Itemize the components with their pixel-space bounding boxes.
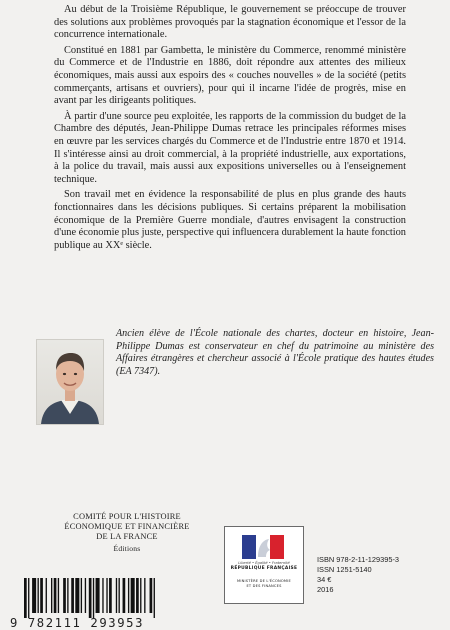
barcode-bar <box>58 578 59 613</box>
summary-text <box>54 4 406 255</box>
barcode-bar <box>38 578 39 613</box>
barcode-bar <box>131 578 135 613</box>
barcode-bar <box>123 578 126 613</box>
barcode-bar <box>154 578 155 618</box>
barcode-bar <box>89 578 92 618</box>
publisher-line-1: COMITÉ POUR L'HISTOIRE <box>73 512 181 521</box>
barcode-bar <box>32 578 36 613</box>
barcode-icon <box>24 578 196 618</box>
ministry-line-1: MINISTÈRE DE L'ÉCONOMIE <box>237 579 291 583</box>
publisher-line-3: DE LA FRANCE <box>96 532 158 541</box>
author-section <box>36 325 436 425</box>
barcode-bar <box>128 578 129 613</box>
republic-motto: Liberté • Égalité • Fraternité <box>238 561 290 565</box>
author-photo <box>36 339 104 425</box>
publisher-line-2: ÉCONOMIQUE ET FINANCIÈRE <box>64 522 190 531</box>
marianne-flag-icon <box>242 535 284 559</box>
barcode-bar <box>75 578 79 613</box>
barcode-bar <box>46 578 47 613</box>
isbn: ISBN 978-2-11-129395-3 <box>317 555 400 564</box>
summary-paragraph-1: Au début de la Troisième République, le gouvernement se préoccupe de trouver des solutions aux problèmes provoqués par la stagnation économique et l'essor de la concurrence internationale. <box>54 4 406 41</box>
barcode-bar <box>54 578 57 613</box>
price: 34 € <box>317 575 332 585</box>
barcode-bar <box>71 578 74 613</box>
barcode-bar <box>63 578 66 613</box>
republic-name: RÉPUBLIQUE FRANÇAISE <box>230 566 298 571</box>
ministry-name <box>229 579 299 588</box>
year: 2016 <box>317 585 334 595</box>
ministry-line-2: ET DES FINANCES <box>246 583 282 588</box>
barcode-bar <box>96 578 100 613</box>
barcode-bar <box>85 578 86 613</box>
barcode-bar <box>144 578 145 613</box>
author-bio: Ancien élève de l'École nationale des chartes, docteur en histoire, Jean-Philippe Dumas est conservateur en chef du patrimoine au ministère des Affaires étrangères et chercheur associé à l'École pratique des hautes études (EA 7347). <box>116 328 434 377</box>
barcode-bar <box>109 578 112 613</box>
barcode-bar <box>140 578 141 613</box>
barcode-bar <box>40 578 43 613</box>
barcode-bar <box>51 578 52 613</box>
barcode-bar <box>93 578 94 618</box>
barcode-number: 9 782111 293953 <box>10 616 145 630</box>
barcode-bar <box>150 578 153 613</box>
barcode <box>6 522 202 630</box>
barcode-bar <box>67 578 68 613</box>
barcode-bar <box>102 578 103 613</box>
summary-paragraph-4: Son travail met en évidence la responsabilité de plus en plus grande des hauts fonctionnaires dans les décisions publiques. Si certains préparent la mobilisation économique de la Première Guerre mondiale, d'autres envisagent la construction d'une économie plus juste, perspective qui influencera durablement la haute fonction publique au XXᵉ siècle. <box>54 189 406 251</box>
barcode-bar <box>106 578 107 613</box>
barcode-bar <box>116 578 117 613</box>
barcode-bar <box>24 578 27 618</box>
issn: ISSN 1251-5140 <box>317 565 372 575</box>
ministry-logo <box>224 526 304 604</box>
publisher-editions: Éditions <box>113 544 141 553</box>
barcode-bar <box>28 578 29 618</box>
barcode-bar <box>136 578 139 613</box>
barcode-bar <box>119 578 120 613</box>
summary-paragraph-2: Constitué en 1881 par Gambetta, le ministère du Commerce, renommé ministère du Commerce et de l'Industrie en 1886, doit répondre aux attentes des milieux économiques, mais aussi aux espoirs des « couches nouvelles » de la société (petits commerçants, artisans et ouvriers), pour qui il incarne l'idée de progrès, mise en avant par les dirigeants politiques. <box>54 44 406 107</box>
isbn-block <box>317 555 399 595</box>
barcode-bar <box>81 578 82 613</box>
summary-paragraph-3: À partir d'une source peu exploitée, les rapports de la commission du budget de la Chambre des députés, Jean-Philippe Dumas retrace les principales réformes mises en œuvre par les services chargés du Commerce et de l'Industrie entre 1870 et 1914. Il s'intéresse ainsi au droit commercial, à la propriété industrielle, aux exportations, à la police du travail, mais aussi aux expositions universelles ou à l'enseignement technique. <box>54 110 406 185</box>
